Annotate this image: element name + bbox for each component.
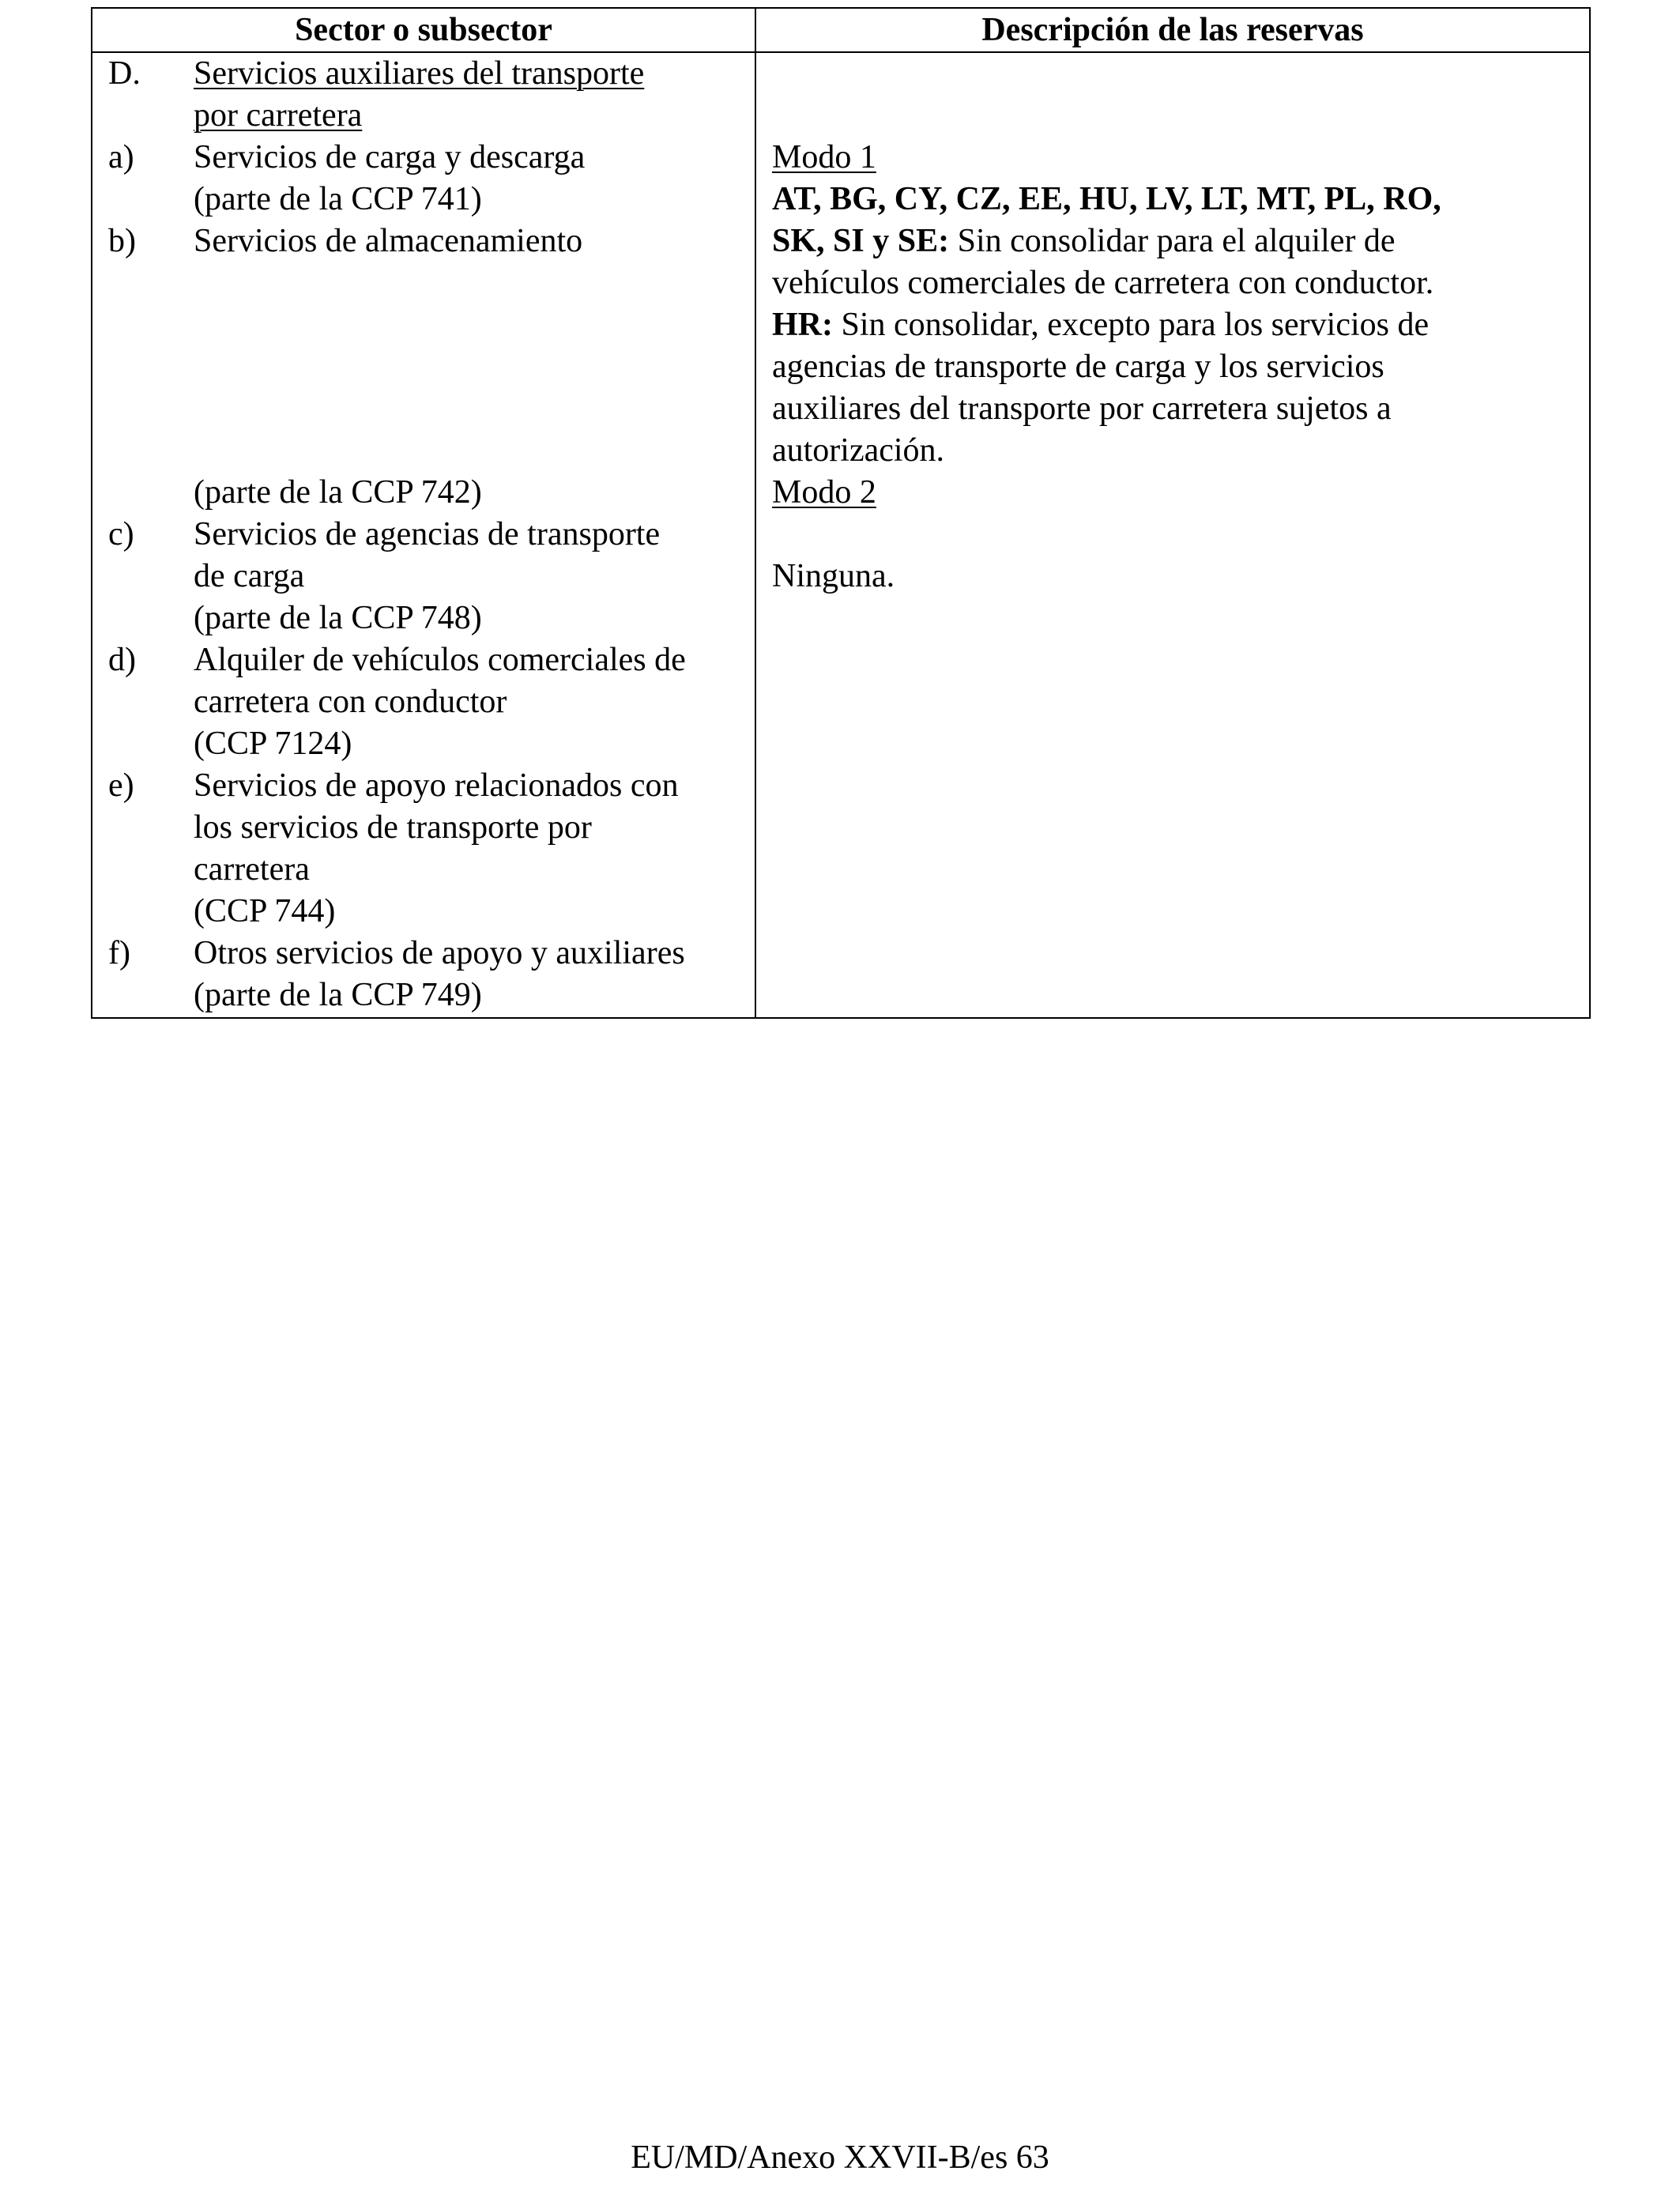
sector-e-line1: Servicios de apoyo relacionados con [194, 767, 679, 804]
sector-marker-d: D. [108, 55, 141, 92]
hr-text-1: Sin consolidar, excepto para los servicios de [833, 307, 1430, 343]
sector-a-line2: (parte de la CCP 741) [194, 181, 482, 217]
sector-c-line3: (parte de la CCP 748) [194, 600, 482, 636]
mode1-line2 [772, 221, 1396, 262]
sector-e-line2: los servicios de transporte por [194, 809, 592, 846]
mode2-label: Modo 2 [772, 474, 876, 511]
column-divider [755, 9, 756, 1017]
sector-d-title-line1: Servicios auxiliares del transporte [194, 55, 645, 92]
sector-marker-c: c) [108, 516, 134, 552]
header-sector: Sector o subsector [295, 12, 552, 48]
sector-d2-line3: (CCP 7124) [194, 726, 352, 762]
sector-f-line2: (parte de la CCP 749) [194, 977, 482, 1013]
mode2-text: Ninguna. [772, 558, 895, 594]
sector-b-line1: Servicios de almacenamiento [194, 223, 583, 259]
sector-marker-a: a) [108, 139, 134, 175]
hr-line2: agencias de transporte de carga y los servicios [772, 349, 1384, 385]
sector-d-title-line2: por carretera [194, 97, 363, 134]
mode1-line3: vehículos comerciales de carretera con conductor. [772, 265, 1434, 301]
hr-line4: autorización. [772, 432, 945, 469]
sector-c-line2: de carga [194, 558, 305, 594]
sector-marker-d2: d) [108, 642, 136, 678]
sector-e-line3: carretera [194, 851, 310, 888]
header-description: Descripción de las reservas [981, 12, 1364, 48]
mode1-countries-bold-2: SK, SI y SE: [772, 223, 950, 259]
hr-line3: auxiliares del transporte por carretera sujetos a [772, 390, 1392, 427]
reservations-table [91, 7, 1591, 1019]
hr-label: HR: [772, 307, 833, 343]
mode1-countries-bold: AT, BG, CY, CZ, EE, HU, LV, LT, MT, PL, RO, [772, 181, 1441, 217]
sector-marker-e: e) [108, 767, 134, 804]
sector-f-line1: Otros servicios de apoyo y auxiliares [194, 935, 685, 971]
mode1-text-2: Sin consolidar para el alquiler de [949, 223, 1396, 259]
hr-line1 [772, 304, 1429, 346]
mode1-label: Modo 1 [772, 139, 876, 175]
sector-d2-line2: carretera con conductor [194, 684, 507, 720]
sector-marker-f: f) [108, 935, 130, 971]
sector-d2-line1: Alquiler de vehículos comerciales de [194, 642, 686, 678]
mode1-countries-line1 [772, 179, 1441, 221]
sector-c-line1: Servicios de agencias de transporte [194, 516, 661, 552]
sector-a-line1: Servicios de carga y descarga [194, 139, 586, 175]
sector-e-line4: (CCP 744) [194, 893, 336, 929]
sector-b-line2: (parte de la CCP 742) [194, 474, 482, 511]
page-footer-reference: EU/MD/Anexo XXVII-B/es 63 [631, 2139, 1049, 2176]
sector-marker-b: b) [108, 223, 136, 259]
